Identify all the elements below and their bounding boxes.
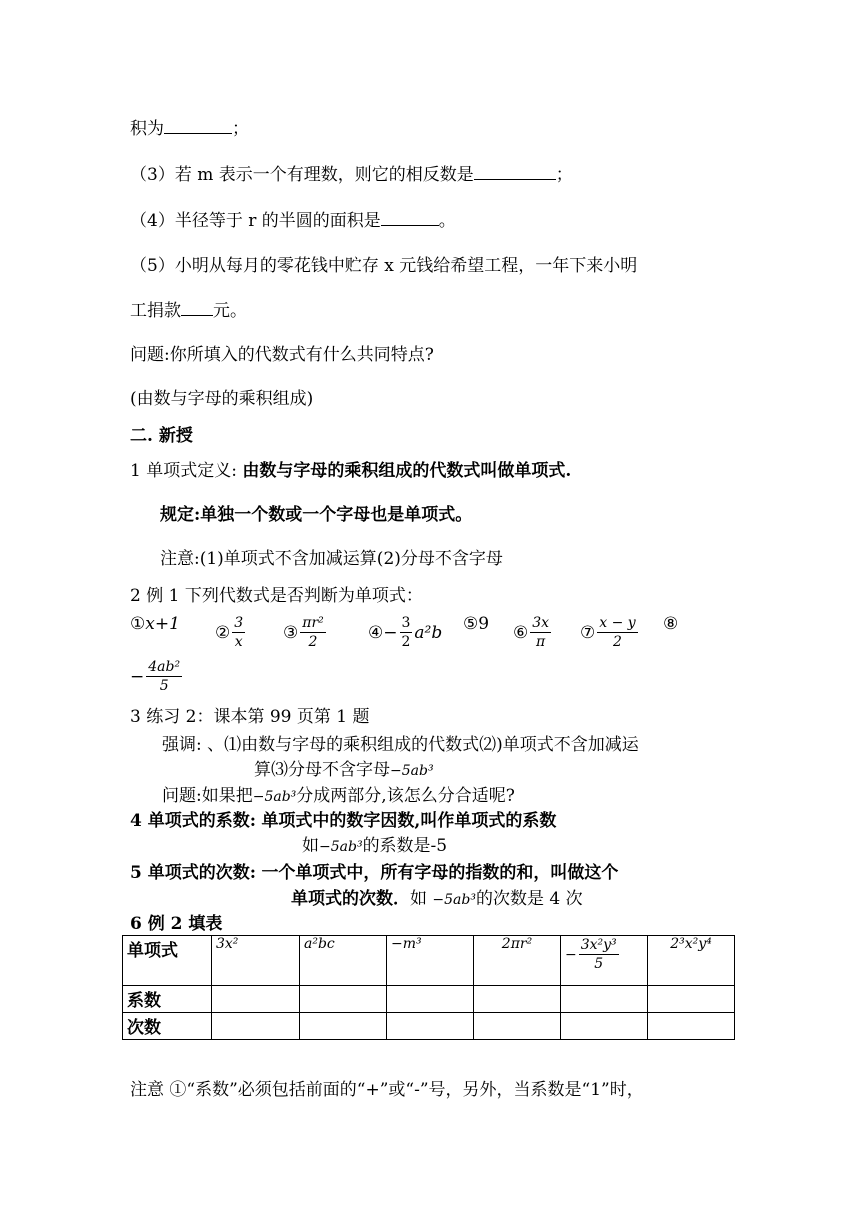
line-3: （4）半径等于 r 的半圆的面积是 。 [130,208,456,233]
rule-line: 规定:单独一个数或一个字母也是单项式。 [160,505,473,525]
coefficient-cell[interactable] [648,986,735,1013]
answer-blank[interactable] [381,208,439,226]
monomial-cell: 2³x²y⁴ [648,936,735,986]
table-row [123,986,735,1013]
row-label: 次数 [123,1013,212,1040]
monomial-cell: −m³ [387,936,474,986]
coefficient-cell[interactable] [212,986,300,1013]
degree-line: 5 单项式的次数: 一个单项式中，所有字母的指数的和，叫做这个 [130,863,619,883]
monomial-cell: 2πr² [474,936,561,986]
degree-cell[interactable] [300,1013,387,1040]
question: 问题:你所填入的代数式有什么共同特点? [130,345,434,365]
question-line: 问题:如果把−5ab³分成两部分,该怎么分合适呢? [162,786,515,806]
emphasis-line: 强调: 、⑴由数与字母的乘积组成的代数式⑵)单项式不含加减运 [162,735,639,755]
example-4-expr: ④ − $\frac{3}{2}$ a²b [368,615,443,650]
example-7-expr: ⑦ $\frac{x - y}{2}$ [580,615,636,650]
example-8-mark: ⑧ [663,614,679,634]
degree-cell[interactable] [648,1013,735,1040]
definition-line: 1 单项式定义: 由数与字母的乘积组成的代数式叫做单项式. [130,461,572,481]
emphasis-line-2: 算⑶分母不含字母−5ab³ [254,760,434,780]
line-2: （3）若 m 表示一个有理数，则它的相反数是 ； [130,162,573,187]
degree-cell[interactable] [387,1013,474,1040]
monomial-cell: − $\frac{\text{3x²y³}}{5}$ [561,936,648,986]
exercise-line: 3 练习 2：课本第 99 页第 1 题 [130,707,370,727]
table-row [123,1013,735,1040]
example-6-expr: ⑥ $\frac{3x}{\pi}$ [513,615,550,650]
example-2-expr: ② $\frac{3}{x}$ [215,615,244,650]
line-5: 工捐款 元。 [130,298,247,323]
section-heading: 二. 新授 [130,426,193,446]
answer-blank[interactable] [474,162,556,180]
degree-cell[interactable] [212,1013,300,1040]
coefficient-cell[interactable] [387,986,474,1013]
example-1-expr: ① x+1 [130,614,180,634]
degree-cell[interactable] [561,1013,648,1040]
line-1: 积为 ； [130,116,249,141]
answer-blank[interactable] [164,116,232,134]
degree-line-2: 单项式的次数．如 −5ab³的次数是 4 次 [291,889,583,909]
example-3-expr: ③ $\frac{\text{πr²}}{2}$ [283,615,324,650]
monomial-cell: 3x² [212,936,300,986]
coefficient-example: 如−5ab³的系数是-5 [302,836,448,856]
answer-blank[interactable] [181,298,213,316]
row-label: 系数 [123,986,212,1013]
table-row [123,936,735,986]
degree-cell[interactable] [474,1013,561,1040]
line-4: （5）小明从每月的零花钱中贮存 x 元钱给希望工程，一年下来小明 [130,256,638,276]
example-1-heading: 2 例 1 下列代数式是否判断为单项式： [130,586,423,606]
coefficient-cell[interactable] [300,986,387,1013]
example-5-expr: ⑤ 9 [463,614,490,634]
monomial-table [122,935,735,1040]
example-2-heading: 6 例 2 填表 [130,914,223,934]
coefficient-line: 4 单项式的系数: 单项式中的数字因数,叫作单项式的系数 [130,811,557,831]
coefficient-cell[interactable] [474,986,561,1013]
answer-note: (由数与字母的乘积组成) [130,389,314,409]
monomial-cell: a²bc [300,936,387,986]
row-label: 单项式 [123,936,212,986]
note-line: 注意:(1)单项式不含加减运算(2)分母不含字母 [160,549,503,569]
coefficient-cell[interactable] [561,986,648,1013]
note-footer: 注意 ①“系数”必须包括前面的“+”或“-”号，另外，当系数是“1”时， [130,1080,644,1100]
example-8-expr: − $\frac{\text{4ab²}}{5}$ [130,659,181,694]
